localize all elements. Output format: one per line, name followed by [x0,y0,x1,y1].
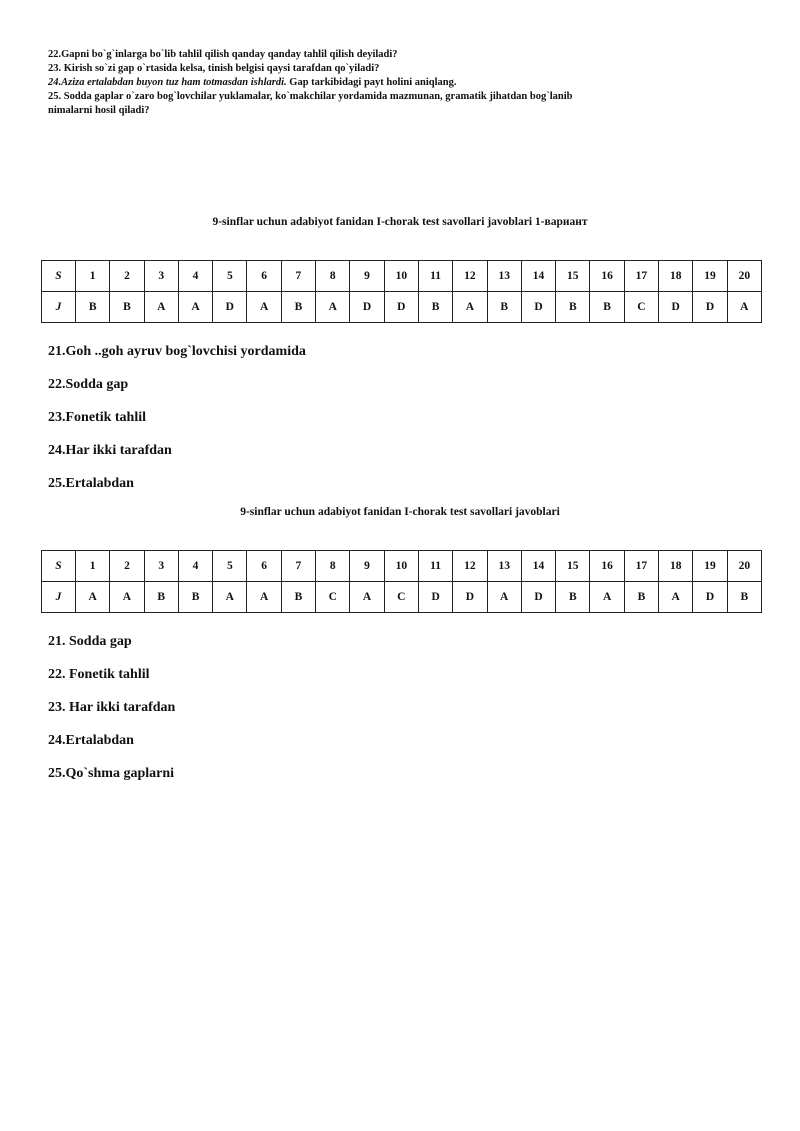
answer-cell: D [659,292,693,323]
answer-cell: A [350,582,384,613]
answer-cell: A [590,582,624,613]
answer-cell: D [693,292,727,323]
block1-title: 9-sinflar uchun adabiyot fanidan I-chorak test savollari javoblari 1-вариант [212,216,588,228]
extra-answer-item: 24.Har ikki tarafdan [48,443,172,458]
answer-cell: A [659,582,693,613]
answer-cell: D [521,582,555,613]
question-number-cell: 13 [487,261,521,292]
question-number-cell: 10 [384,261,418,292]
question-number-cell: 9 [350,551,384,582]
question-number-cell: 15 [556,261,590,292]
answer-cell: C [384,582,418,613]
answer-cell: D [384,292,418,323]
question-25-continued: nimalarni hosil qiladi? [48,105,150,116]
question-number-cell: 18 [659,551,693,582]
question-number-cell: 17 [624,261,658,292]
answer-cell: D [693,582,727,613]
answer-cell: A [76,582,110,613]
question-number-cell: 1 [76,261,110,292]
answer-cell: A [316,292,350,323]
row-label: J [42,582,76,613]
question-number-cell: 2 [110,551,144,582]
question-22: 22.Gapni bo`g`inlarga bo`lib tahlil qilish qanday qanday tahlil qilish deyiladi? [48,49,398,60]
answer-cell: B [144,582,178,613]
question-24 [48,76,688,90]
question-25: 25. Sodda gaplar o`zaro bog`lovchilar yuklamalar, ko`makchilar yordamida mazmunan, gramatik jihatdan bog`lanib [48,91,573,102]
answer-cell: A [247,582,281,613]
question-number-cell: 11 [418,261,452,292]
question-number-cell: 8 [316,261,350,292]
answer-cell: A [727,292,761,323]
answer-cell: A [144,292,178,323]
answer-cell: C [624,292,658,323]
question-number-cell: 6 [247,551,281,582]
question-number-row [42,551,762,582]
question-number-cell: 20 [727,551,761,582]
extra-answer-item: 25.Qo`shma gaplarni [48,766,175,781]
answer-cell: A [487,582,521,613]
answer-cell: B [556,582,590,613]
question-23: 23. Kirish so`zi gap o`rtasida kelsa, tinish belgisi qaysi tarafdan qo`yiladi? [48,63,380,74]
answer-cell: D [213,292,247,323]
answer-cell: B [590,292,624,323]
question-number-cell: 2 [110,261,144,292]
row-label: J [42,292,76,323]
extra-answer-item: 22.Sodda gap [48,377,129,392]
extra-answer-item: 23. Har ikki tarafdan [48,700,176,715]
question-number-cell: 20 [727,261,761,292]
question-number-cell: 11 [418,551,452,582]
question-number-cell: 12 [453,551,487,582]
question-number-cell: 16 [590,261,624,292]
question-24-task: Gap tarkibidagi payt holini aniqlang. [286,77,457,88]
question-number-cell: 14 [521,551,555,582]
answer-cell: D [521,292,555,323]
answer-cell: B [487,292,521,323]
question-number-cell: 9 [350,261,384,292]
answer-cell: B [178,582,212,613]
question-number-cell: 4 [178,261,212,292]
question-number-cell: 8 [316,551,350,582]
answer-cell: B [281,292,315,323]
question-number-cell: 10 [384,551,418,582]
question-number-cell: 4 [178,551,212,582]
question-number-cell: 5 [213,551,247,582]
extra-answer-item: 22. Fonetik tahlil [48,667,150,682]
question-number-cell: 3 [144,261,178,292]
answer-cell: C [316,582,350,613]
question-number-cell: 17 [624,551,658,582]
block2-extra-answers [48,633,175,798]
extra-answer-item: 21. Sodda gap [48,634,132,649]
question-number-cell: 14 [521,261,555,292]
question-24-sentence: 24.Aziza ertalabdan buyon tuz ham totmasdan ishlardi. [48,77,287,88]
question-number-cell: 3 [144,551,178,582]
answer-row [42,292,762,323]
answer-cell: B [556,292,590,323]
question-number-cell: 12 [453,261,487,292]
question-number-cell: 1 [76,551,110,582]
block1-answer-table [41,260,762,323]
question-number-cell: 19 [693,551,727,582]
question-number-cell: 7 [281,551,315,582]
answer-cell: D [418,582,452,613]
answer-cell: A [110,582,144,613]
question-number-cell: 6 [247,261,281,292]
answer-cell: D [350,292,384,323]
block2-title: 9-sinflar uchun adabiyot fanidan I-chorak test savollari javoblari [240,506,560,518]
answer-cell: B [727,582,761,613]
answer-cell: D [453,582,487,613]
question-number-cell: 18 [659,261,693,292]
answer-row [42,582,762,613]
questions-list [48,48,688,118]
answer-cell: B [281,582,315,613]
answer-cell: A [247,292,281,323]
question-number-row [42,261,762,292]
question-number-cell: 19 [693,261,727,292]
answer-cell: A [178,292,212,323]
answer-cell: B [418,292,452,323]
row-label: S [42,551,76,582]
question-number-cell: 16 [590,551,624,582]
row-label: S [42,261,76,292]
answer-cell: B [110,292,144,323]
block1-extra-answers [48,343,306,508]
question-number-cell: 15 [556,551,590,582]
answer-cell: A [453,292,487,323]
extra-answer-item: 25.Ertalabdan [48,476,134,491]
block2-answer-table [41,550,762,613]
answer-cell: B [76,292,110,323]
question-number-cell: 7 [281,261,315,292]
question-number-cell: 5 [213,261,247,292]
extra-answer-item: 21.Goh ..goh ayruv bog`lovchisi yordamida [48,344,306,359]
answer-cell: B [624,582,658,613]
extra-answer-item: 23.Fonetik tahlil [48,410,147,425]
extra-answer-item: 24.Ertalabdan [48,733,134,748]
question-number-cell: 13 [487,551,521,582]
answer-cell: A [213,582,247,613]
